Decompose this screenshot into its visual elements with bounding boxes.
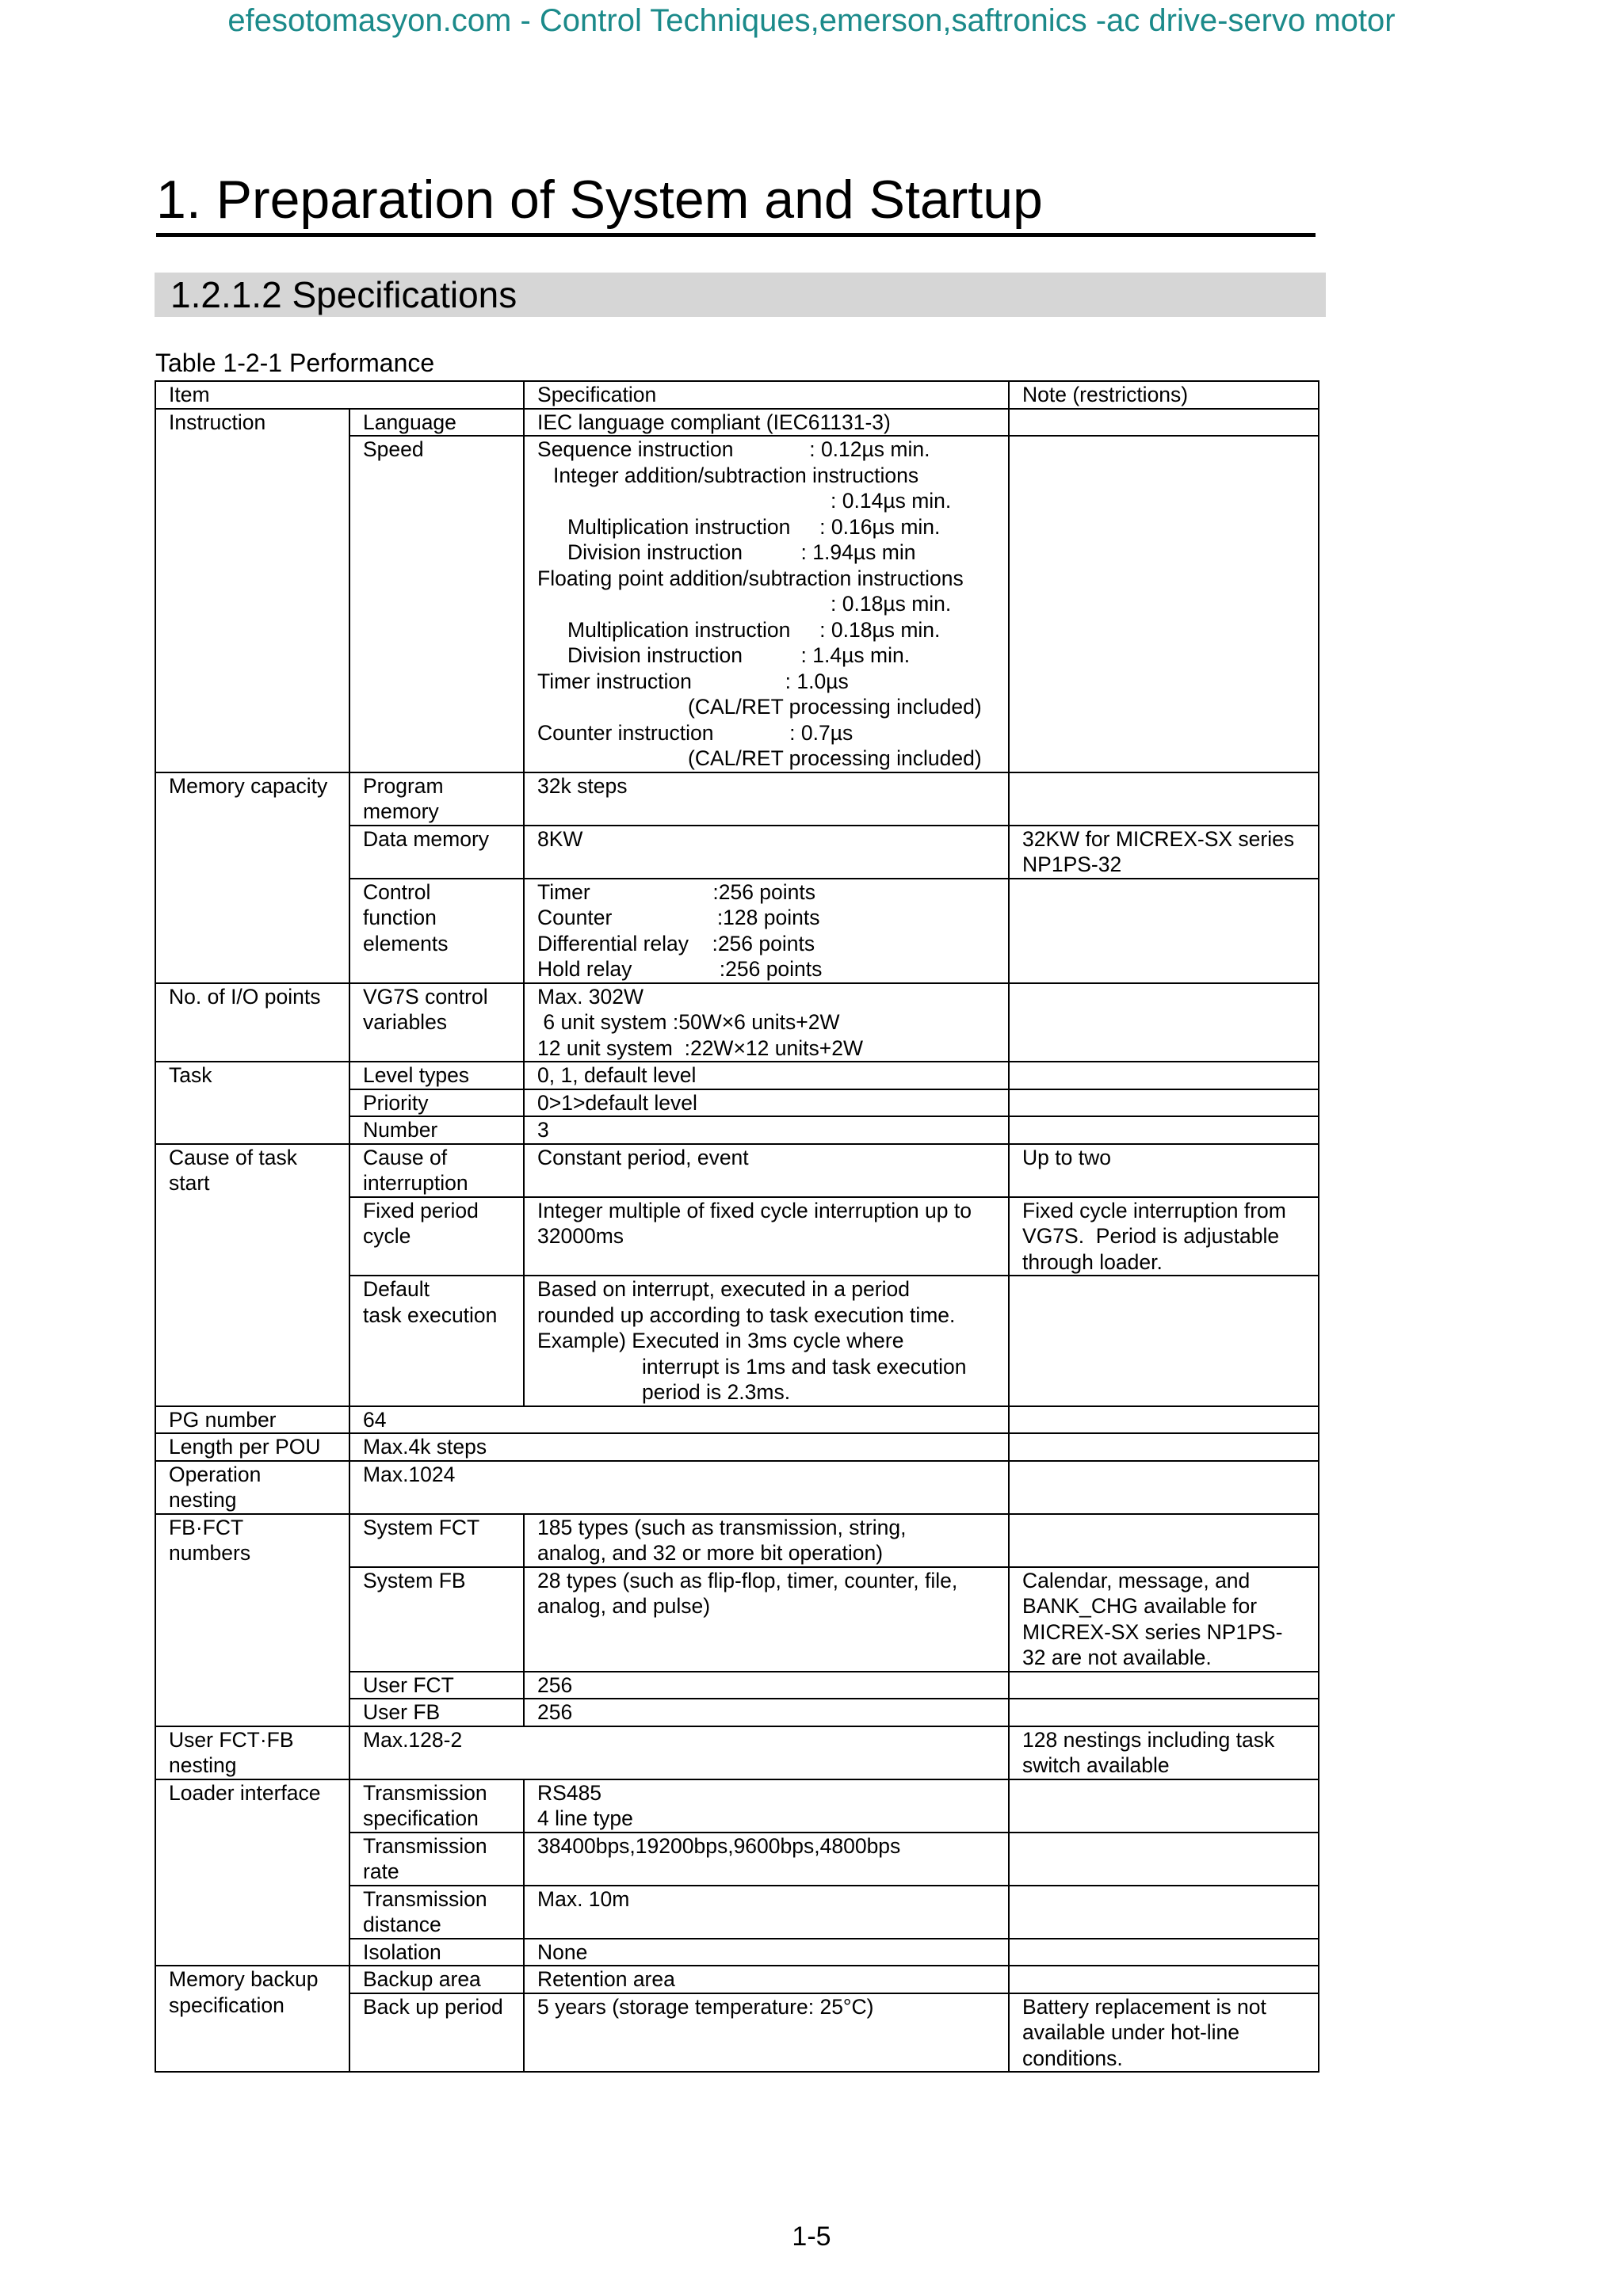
spec-io-points bbox=[524, 983, 1009, 1062]
note-empty bbox=[1009, 1833, 1319, 1886]
spec-backup-period: 5 years (storage temperature: 25°C) bbox=[524, 1993, 1009, 2073]
fixed-label: Fixed period bbox=[363, 1198, 479, 1222]
fixed-note: VG7S. Period is adjustable bbox=[1022, 1224, 1280, 1248]
note-empty bbox=[1009, 1062, 1319, 1089]
note-empty bbox=[1009, 1966, 1319, 1993]
rate-label: rate bbox=[363, 1859, 399, 1883]
spec-transmission-rate: 38400bps,19200bps,9600bps,4800bps bbox=[524, 1833, 1009, 1886]
sub-cause-of-interruption bbox=[349, 1144, 524, 1197]
spec-system-fct bbox=[524, 1514, 1009, 1567]
backup-note: Battery replacement is not bbox=[1022, 1994, 1266, 2019]
user-nesting-label: User FCT·FB bbox=[169, 1727, 294, 1752]
item-cause-of-task-start bbox=[155, 1144, 349, 1406]
note-empty bbox=[1009, 1461, 1319, 1514]
section-title-text: 1.2.1.2 Specifications bbox=[170, 274, 517, 315]
spec-operation-nesting: Max.1024 bbox=[349, 1461, 1009, 1514]
spec-user-fct: 256 bbox=[524, 1672, 1009, 1699]
user-nesting-label: nesting bbox=[169, 1753, 237, 1777]
control-function-spec: Differential relay :256 points bbox=[537, 931, 815, 955]
default-spec: Example) Executed in 3ms cycle where bbox=[537, 1329, 904, 1352]
sub-language: Language bbox=[349, 409, 524, 437]
table-row bbox=[155, 1514, 1319, 1567]
spec-default-task bbox=[524, 1276, 1009, 1406]
control-function-label: Control bbox=[363, 879, 431, 904]
operation-nesting-label: Operation bbox=[169, 1462, 262, 1486]
table-row bbox=[155, 1779, 1319, 1833]
note-backup-period bbox=[1009, 1993, 1319, 2073]
sub-level-types: Level types bbox=[349, 1062, 524, 1089]
table-caption: Table 1-2-1 Performance bbox=[155, 349, 435, 377]
loader-label: specification bbox=[363, 1806, 479, 1830]
table-row bbox=[155, 1144, 1319, 1197]
io-spec: 6 unit system :50W×6 units+2W bbox=[537, 1010, 840, 1034]
spec-isolation: None bbox=[524, 1939, 1009, 1966]
site-banner: efesotomasyon.com - Control Techniques,emerson,saftronics -ac drive-servo motor bbox=[227, 3, 1396, 38]
system-fb-note: Calendar, message, and bbox=[1022, 1568, 1251, 1592]
fb-fct-label: numbers bbox=[169, 1541, 251, 1565]
loader-spec: RS485 bbox=[537, 1780, 602, 1805]
cause-label: interruption bbox=[363, 1171, 468, 1195]
sub-program-memory bbox=[349, 772, 524, 826]
backup-note: available under hot-line bbox=[1022, 2020, 1240, 2044]
speed-line: : 0.18µs min. bbox=[831, 592, 952, 616]
sub-number: Number bbox=[349, 1116, 524, 1144]
item-length-per-pou: Length per POU bbox=[155, 1433, 349, 1461]
user-nesting-note: 128 nestings including task bbox=[1022, 1727, 1275, 1752]
cause-item-label: start bbox=[169, 1171, 210, 1195]
table-row bbox=[155, 983, 1319, 1062]
sub-speed: Speed bbox=[349, 436, 524, 772]
control-function-spec: Hold relay :256 points bbox=[537, 957, 823, 981]
loader-spec: 4 line type bbox=[537, 1806, 633, 1830]
system-fb-spec: analog, and pulse) bbox=[537, 1594, 711, 1618]
item-instruction: Instruction bbox=[155, 409, 349, 772]
spec-priority: 0>1>default level bbox=[524, 1089, 1009, 1117]
note-fixed-period bbox=[1009, 1197, 1319, 1276]
note-empty bbox=[1009, 879, 1319, 983]
loader-label: Transmission bbox=[363, 1780, 487, 1805]
header-note: Note (restrictions) bbox=[1009, 381, 1319, 409]
table-row bbox=[155, 1433, 1319, 1461]
spec-language: IEC language compliant (IEC61131-3) bbox=[524, 409, 1009, 437]
table-header-row bbox=[155, 381, 1319, 409]
data-memory-note: 32KW for MICREX-SX series bbox=[1022, 826, 1295, 851]
default-spec: interrupt is 1ms and task execution bbox=[642, 1354, 967, 1379]
spec-control-function bbox=[524, 879, 1009, 983]
speed-line: Integer addition/subtraction instructions bbox=[553, 463, 919, 487]
fixed-label: cycle bbox=[363, 1224, 411, 1248]
item-io-points: No. of I/O points bbox=[155, 983, 349, 1062]
rate-label: Transmission bbox=[363, 1833, 487, 1858]
cause-label: Cause of bbox=[363, 1145, 448, 1169]
note-empty bbox=[1009, 1779, 1319, 1833]
spec-backup-area: Retention area bbox=[524, 1966, 1009, 1993]
table-row bbox=[155, 1726, 1319, 1779]
user-nesting-note: switch available bbox=[1022, 1753, 1170, 1777]
spec-data-memory: 8KW bbox=[524, 826, 1009, 879]
sub-priority: Priority bbox=[349, 1089, 524, 1117]
sub-backup-area: Backup area bbox=[349, 1966, 524, 1993]
distance-label: distance bbox=[363, 1913, 441, 1936]
table-row bbox=[155, 1461, 1319, 1514]
speed-line: Counter instruction : 0.7µs bbox=[537, 720, 854, 745]
speed-line: : 0.14µs min. bbox=[831, 489, 952, 513]
performance-table bbox=[155, 380, 1319, 2073]
sub-default-task bbox=[349, 1276, 524, 1406]
speed-line: Multiplication instruction : 0.16µs min. bbox=[567, 514, 941, 539]
default-spec: rounded up according to task execution time. bbox=[537, 1302, 956, 1327]
note-empty bbox=[1009, 1433, 1319, 1461]
default-spec: Based on interrupt, executed in a period bbox=[537, 1277, 910, 1301]
note-cause: Up to two bbox=[1009, 1144, 1319, 1197]
sub-transmission-rate bbox=[349, 1833, 524, 1886]
backup-item-label: specification bbox=[169, 1993, 285, 2017]
spec-program-memory: 32k steps bbox=[524, 772, 1009, 826]
spec-user-fb: 256 bbox=[524, 1699, 1009, 1726]
page-number: 1-5 bbox=[792, 2222, 831, 2252]
spec-length-per-pou: Max.4k steps bbox=[349, 1433, 1009, 1461]
control-function-label: elements bbox=[363, 931, 449, 955]
data-memory-note: NP1PS-32 bbox=[1022, 852, 1122, 876]
io-label: VG7S control bbox=[363, 984, 488, 1009]
item-memory-capacity: Memory capacity bbox=[155, 772, 349, 983]
header-spec: Specification bbox=[524, 381, 1009, 409]
item-pg-number: PG number bbox=[155, 1406, 349, 1434]
speed-line: Multiplication instruction : 0.18µs min. bbox=[567, 617, 941, 642]
note-data-memory bbox=[1009, 826, 1319, 879]
system-fb-note: 32 are not available. bbox=[1022, 1646, 1212, 1669]
note-empty bbox=[1009, 1886, 1319, 1939]
note-empty bbox=[1009, 1939, 1319, 1966]
sub-system-fct: System FCT bbox=[349, 1514, 524, 1567]
note-empty bbox=[1009, 1514, 1319, 1567]
item-loader-interface: Loader interface bbox=[155, 1779, 349, 1966]
note-empty bbox=[1009, 1672, 1319, 1699]
spec-transmission-distance: Max. 10m bbox=[524, 1886, 1009, 1939]
header-item: Item bbox=[155, 381, 524, 409]
default-label: Default bbox=[363, 1277, 430, 1301]
table-row bbox=[155, 1966, 1319, 1993]
fixed-spec: Integer multiple of fixed cycle interruption up to bbox=[537, 1198, 972, 1222]
io-label: variables bbox=[363, 1010, 448, 1034]
spec-level-types: 0, 1, default level bbox=[524, 1062, 1009, 1089]
note-empty bbox=[1009, 409, 1319, 437]
sub-data-memory: Data memory bbox=[349, 826, 524, 879]
sub-backup-period: Back up period bbox=[349, 1993, 524, 2073]
backup-item-label: Memory backup bbox=[169, 1967, 319, 1991]
note-empty bbox=[1009, 1276, 1319, 1406]
system-fct-spec: analog, and 32 or more bit operation) bbox=[537, 1541, 884, 1565]
note-empty bbox=[1009, 983, 1319, 1062]
control-function-spec: Timer :256 points bbox=[537, 879, 816, 904]
sub-system-fb: System FB bbox=[349, 1567, 524, 1672]
program-memory-label: memory bbox=[363, 799, 439, 823]
fb-fct-label: FB·FCT bbox=[169, 1515, 244, 1539]
default-label: task execution bbox=[363, 1302, 498, 1327]
distance-label: Transmission bbox=[363, 1886, 487, 1911]
sub-user-fb: User FB bbox=[349, 1699, 524, 1726]
control-function-spec: Counter :128 points bbox=[537, 906, 820, 929]
operation-nesting-label: nesting bbox=[169, 1488, 237, 1512]
default-spec: period is 2.3ms. bbox=[642, 1380, 791, 1404]
table-row bbox=[155, 772, 1319, 826]
system-fb-note: MICREX-SX series NP1PS- bbox=[1022, 1619, 1283, 1644]
sub-io-variables bbox=[349, 983, 524, 1062]
sub-user-fct: User FCT bbox=[349, 1672, 524, 1699]
io-spec: Max. 302W bbox=[537, 984, 644, 1009]
note-user-nesting bbox=[1009, 1726, 1319, 1779]
spec-pg-number: 64 bbox=[349, 1406, 1009, 1434]
table-row bbox=[155, 1062, 1319, 1089]
note-empty bbox=[1009, 1116, 1319, 1144]
table-row bbox=[155, 409, 1319, 437]
speed-line: (CAL/RET processing included) bbox=[688, 695, 982, 719]
table-row bbox=[155, 1406, 1319, 1434]
program-memory-label: Program bbox=[363, 773, 444, 798]
item-operation-nesting bbox=[155, 1461, 349, 1514]
speed-line: Sequence instruction : 0.12µs min. bbox=[537, 437, 930, 461]
speed-line: Timer instruction : 1.0µs bbox=[537, 669, 849, 693]
section-title bbox=[155, 273, 1326, 317]
speed-line: Division instruction : 1.94µs min bbox=[567, 540, 916, 564]
system-fct-spec: 185 types (such as transmission, string, bbox=[537, 1515, 907, 1539]
note-empty bbox=[1009, 436, 1319, 772]
spec-speed bbox=[524, 436, 1009, 772]
sub-control-function bbox=[349, 879, 524, 983]
item-task: Task bbox=[155, 1062, 349, 1144]
item-user-nesting bbox=[155, 1726, 349, 1779]
sub-transmission-distance bbox=[349, 1886, 524, 1939]
control-function-label: function bbox=[363, 906, 437, 929]
fixed-note: Fixed cycle interruption from bbox=[1022, 1198, 1286, 1222]
spec-cause: Constant period, event bbox=[524, 1144, 1009, 1197]
sub-isolation: Isolation bbox=[349, 1939, 524, 1966]
spec-transmission-spec bbox=[524, 1779, 1009, 1833]
spec-number: 3 bbox=[524, 1116, 1009, 1144]
system-fb-note: BANK_CHG available for bbox=[1022, 1594, 1258, 1618]
io-spec: 12 unit system :22W×12 units+2W bbox=[537, 1035, 863, 1060]
item-memory-backup bbox=[155, 1966, 349, 2072]
spec-system-fb bbox=[524, 1567, 1009, 1672]
chapter-title: 1. Preparation of System and Startup bbox=[156, 166, 1316, 237]
item-fb-fct-numbers bbox=[155, 1514, 349, 1726]
speed-line: Division instruction : 1.4µs min. bbox=[567, 643, 911, 667]
note-empty bbox=[1009, 1089, 1319, 1117]
backup-note: conditions. bbox=[1022, 2046, 1123, 2070]
speed-line: (CAL/RET processing included) bbox=[688, 746, 982, 770]
note-system-fb bbox=[1009, 1567, 1319, 1672]
speed-line: Floating point addition/subtraction instructions bbox=[537, 566, 964, 590]
note-empty bbox=[1009, 772, 1319, 826]
note-empty bbox=[1009, 1406, 1319, 1434]
fixed-spec: 32000ms bbox=[537, 1224, 624, 1248]
cause-item-label: Cause of task bbox=[169, 1145, 298, 1169]
spec-fixed-period bbox=[524, 1197, 1009, 1276]
fixed-note: through loader. bbox=[1022, 1249, 1163, 1274]
sub-fixed-period bbox=[349, 1197, 524, 1276]
spec-user-nesting: Max.128-2 bbox=[349, 1726, 1009, 1779]
sub-transmission-spec bbox=[349, 1779, 524, 1833]
note-empty bbox=[1009, 1699, 1319, 1726]
system-fb-spec: 28 types (such as flip-flop, timer, counter, file, bbox=[537, 1568, 958, 1592]
